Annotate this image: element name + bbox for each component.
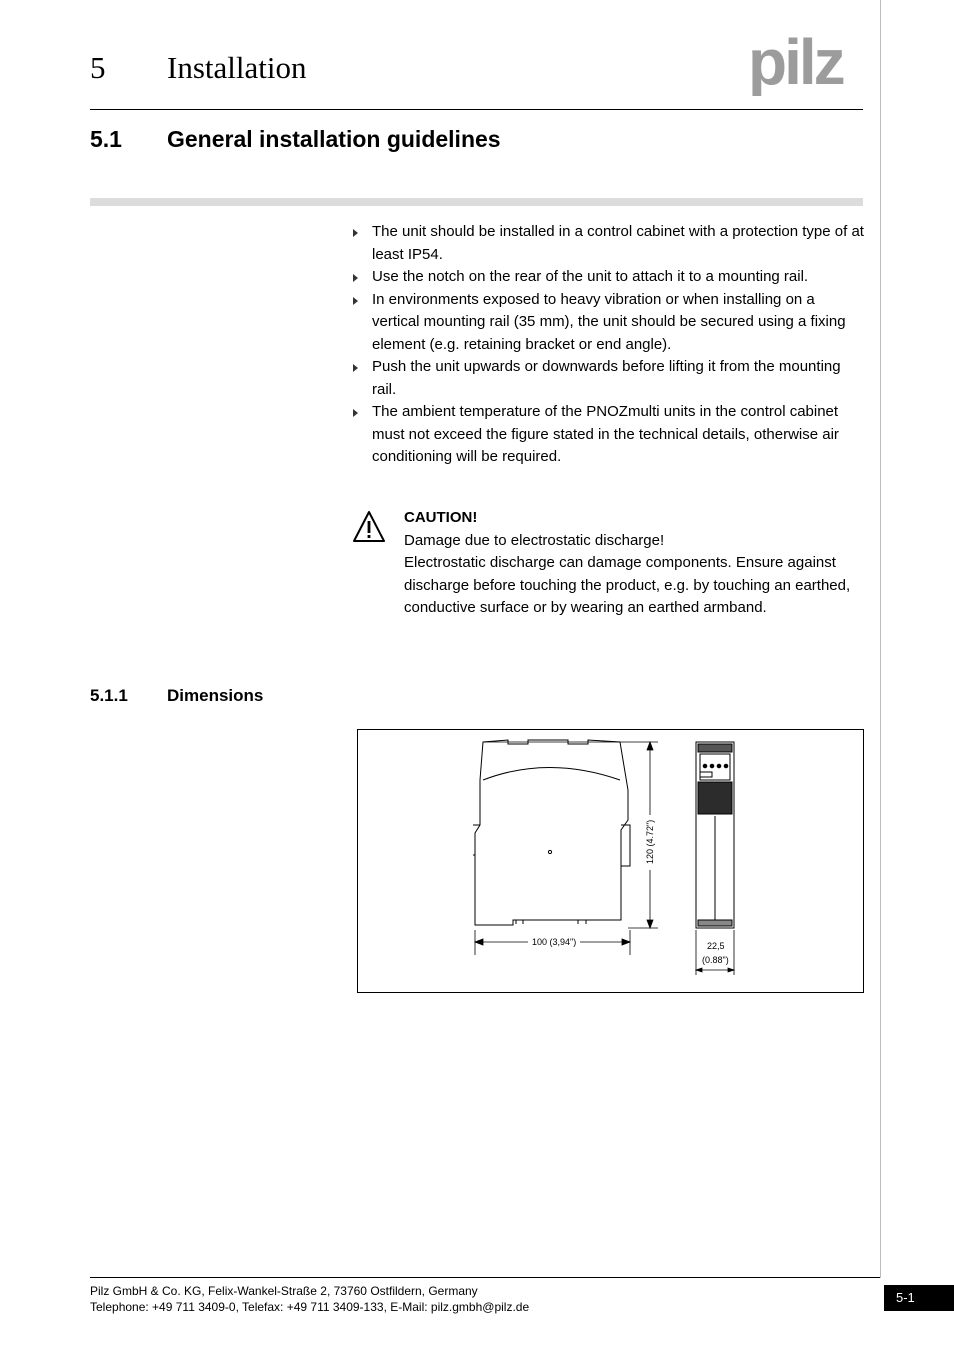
list-item: Push the unit upwards or downwards before lifting it from the mounting rail. [353,356,865,401]
unit-side-view [473,740,630,925]
depth-label-inch: (0.88") [702,955,729,965]
depth-dimension [696,930,734,975]
list-item: Use the notch on the rear of the unit to attach it to a mounting rail. [353,266,865,289]
unit-front-view [696,742,734,928]
bullet-arrow-icon [353,364,358,372]
list-item: The unit should be installed in a control cabinet with a protection type of at least IP54. [353,221,865,266]
list-item: In environments exposed to heavy vibration or when installing on a vertical mounting rail (35 mm), the unit should be secured using a fixing element (e.g. retaining bracket or end angle). [353,289,865,357]
section-number: 5.1 [90,126,122,152]
guideline-list [353,221,865,469]
bullet-arrow-icon [353,297,358,305]
caution-body: Electrostatic discharge can damage components. Ensure against discharge before touching the product, e.g. by touching an earthed, conductive surface or by wearing an earthed armband. [404,554,851,616]
depth-label: 22,5 [707,941,725,951]
header-rule [90,109,863,110]
bullet-arrow-icon [353,274,358,282]
pilz-logo [748,28,866,96]
section-title: General installation guidelines [167,126,501,152]
dimensions-figure [357,729,864,993]
height-label: 120 (4.72") [645,819,655,864]
chapter-number: 5 [90,50,106,85]
chapter-title: Installation [167,50,307,85]
page-margin-rule [880,0,881,1278]
list-item: The ambient temperature of the PNOZmulti units in the control cabinet must not exceed the figure stated in the technical details, otherwise air conditioning will be required. [353,401,865,469]
page-number: 5-1 [884,1285,954,1311]
subsection-number: 5.1.1 [90,686,128,705]
width-label: 100 (3,94") [532,937,577,947]
footer-rule [90,1277,880,1278]
bullet-arrow-icon [353,229,358,237]
subsection-title: Dimensions [167,686,264,705]
bullet-arrow-icon [353,409,358,417]
caution-notice [404,507,866,620]
svg-text:pilz: pilz [748,28,843,96]
height-dimension [483,742,658,928]
caution-line: Damage due to electrostatic discharge! [404,531,665,549]
footer-contact: Telephone: +49 711 3409-0, Telefax: +49 711 3409-133, E-Mail: pilz.gmbh@pilz.de [90,1300,530,1314]
caution-heading: CAUTION! [404,509,478,526]
warning-triangle-icon [352,510,386,544]
footer-address: Pilz GmbH & Co. KG, Felix-Wankel-Straße 2, 73760 Ostfildern, Germany [90,1284,478,1298]
section-divider-bar [90,198,863,206]
